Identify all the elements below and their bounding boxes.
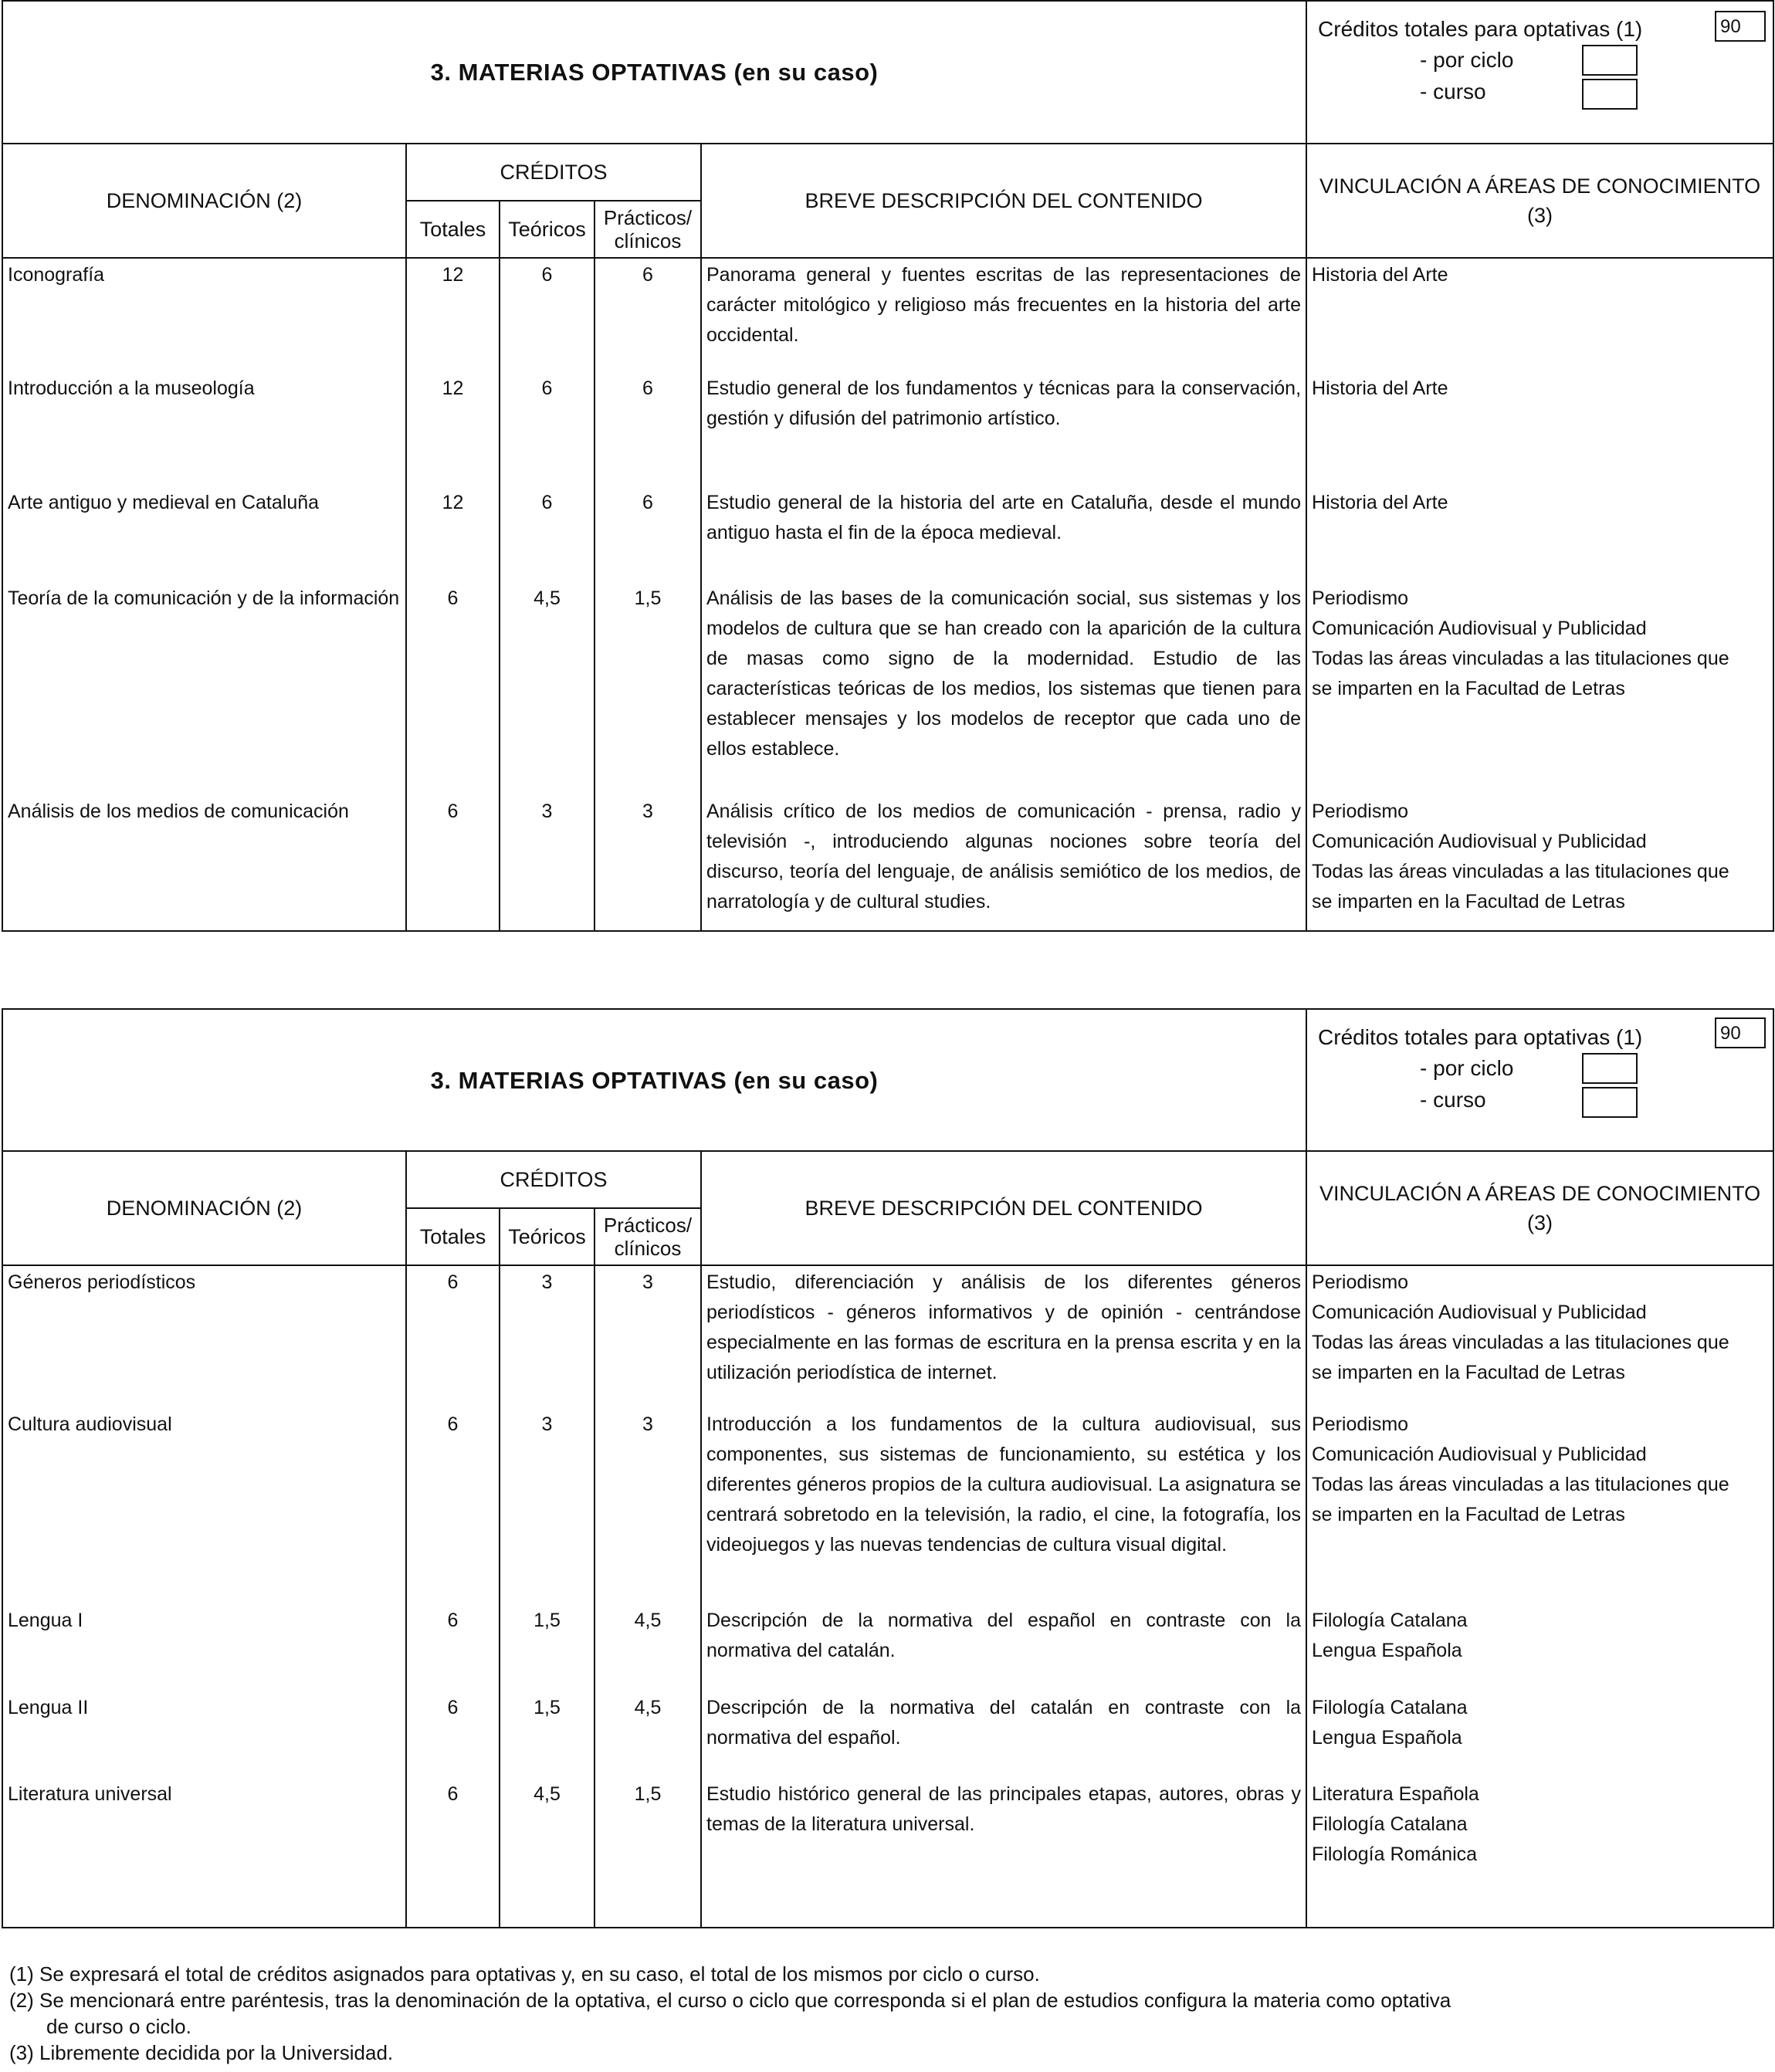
- row-areas: [1306, 1778, 1773, 1928]
- header-denominacion: DENOMINACIÓN (2): [2, 1151, 406, 1265]
- header-creditos: CRÉDITOS: [406, 1151, 701, 1208]
- row-teoricos: 4,5: [500, 582, 594, 795]
- credits-total-value: 90: [1715, 1017, 1766, 1048]
- row-name: Lengua I: [2, 1604, 406, 1691]
- row-areas: [1306, 1265, 1773, 1408]
- row-teoricos: 3: [500, 795, 594, 931]
- area-item: Filología Catalana: [1312, 1697, 1468, 1718]
- row-totales: 12: [406, 486, 500, 582]
- row-areas: [1306, 795, 1773, 931]
- footnote-1: (1) Se expresará el total de créditos asignados para optativas y, en su caso, el total de los mismos por ciclo o curso.: [9, 1962, 1040, 1986]
- area-item: se imparten en la Facultad de Letras: [1312, 891, 1625, 912]
- row-name: Cultura audiovisual: [2, 1408, 406, 1604]
- area-item: Periodismo: [1312, 801, 1409, 822]
- table-row: [2, 1778, 1773, 1928]
- table-row: [2, 258, 1773, 372]
- table-row: [2, 1604, 1773, 1691]
- per-course-label: - curso: [1420, 80, 1486, 103]
- row-totales: 6: [406, 1265, 500, 1408]
- area-item: Historia del Arte: [1312, 377, 1448, 399]
- header-descripcion: BREVE DESCRIPCIÓN DEL CONTENIDO: [701, 1151, 1306, 1265]
- area-item: Literatura Española: [1312, 1783, 1479, 1805]
- row-areas: [1306, 372, 1773, 486]
- footnote-3: (3) Libremente decidida por la Universidad.: [9, 2041, 394, 2064]
- area-item: se imparten en la Facultad de Letras: [1312, 1504, 1625, 1525]
- area-item: Todas las áreas vinculadas a las titulaciones que: [1312, 1332, 1729, 1353]
- row-description: Estudio general de los fundamentos y técnicas para la conservación, gestión y difusión del patrimonio artístico.: [701, 372, 1306, 486]
- row-practicos: 3: [594, 795, 701, 931]
- area-item: Filología Catalana: [1312, 1813, 1468, 1835]
- area-item: Filología Románica: [1312, 1843, 1478, 1865]
- row-name: Iconografía: [2, 258, 406, 372]
- row-practicos: 3: [594, 1265, 701, 1408]
- row-totales: 6: [406, 1691, 500, 1778]
- row-description: Panorama general y fuentes escritas de las representaciones de carácter mitológico y religioso más frecuentes en la historia del arte occidental.: [701, 258, 1306, 372]
- row-practicos: 4,5: [594, 1604, 701, 1691]
- row-description: Descripción de la normativa del catalán en contraste con la normativa del español.: [701, 1691, 1306, 1778]
- area-item: Todas las áreas vinculadas a las titulaciones que: [1312, 648, 1729, 669]
- row-description: Estudio histórico general de las principales etapas, autores, obras y temas de la literatura universal.: [701, 1778, 1306, 1928]
- credits-total-value: 90: [1715, 11, 1766, 42]
- row-practicos: 6: [594, 372, 701, 486]
- row-description: Estudio general de la historia del arte en Cataluña, desde el mundo antiguo hasta el fin de la época medieval.: [701, 486, 1306, 582]
- header-teoricos: Teóricos: [500, 201, 594, 258]
- table-row: [2, 1408, 1773, 1604]
- section-title: 3. MATERIAS OPTATIVAS (en su caso): [2, 1009, 1306, 1151]
- row-practicos: 1,5: [594, 1778, 701, 1928]
- credits-summary: [1306, 1009, 1773, 1151]
- header-descripcion: BREVE DESCRIPCIÓN DEL CONTENIDO: [701, 144, 1306, 258]
- row-totales: 12: [406, 258, 500, 372]
- credits-total-label: Créditos totales para optativas (1): [1318, 17, 1643, 41]
- table-row: [2, 1691, 1773, 1778]
- row-description: Análisis de las bases de la comunicación social, sus sistemas y los modelos de cultura que se han creado con la aparición de la cultura de masas como signo de la modernidad. Estudio de las características teóricas de los medios, los sistemas que tienen para establecer mensajes y los modelos de receptor que cada uno de ellos establece.: [701, 582, 1306, 795]
- row-teoricos: 3: [500, 1408, 594, 1604]
- row-teoricos: 6: [500, 258, 594, 372]
- header-practicos: Prácticos/ clínicos: [594, 1208, 701, 1265]
- row-practicos: 6: [594, 258, 701, 372]
- row-description: Análisis crítico de los medios de comunicación - prensa, radio y televisión -, introduciendo algunas nociones sobre teoría del discurso, teoría del lenguaje, de análisis semiótico de los medios, de narratología y de cultural studies.: [701, 795, 1306, 931]
- row-totales: 6: [406, 1604, 500, 1691]
- area-item: Periodismo: [1312, 1271, 1409, 1293]
- credits-summary: [1306, 1, 1773, 144]
- row-teoricos: 1,5: [500, 1691, 594, 1778]
- area-item: Lengua Española: [1312, 1640, 1462, 1661]
- footnote-2: (2) Se mencionará entre paréntesis, tras la denominación de la optativa, el curso o ciclo que corresponda si el plan de estudios configura la materia como optativa: [9, 1989, 1452, 2012]
- row-description: Estudio, diferenciación y análisis de los diferentes géneros periodísticos - géneros informativos y de opinión - centrándose especialmente en las formas de escritura en la prensa escrita y en la utilización periodística de internet.: [701, 1265, 1306, 1408]
- area-item: Comunicación Audiovisual y Publicidad: [1312, 1444, 1647, 1465]
- row-name: Introducción a la museología: [2, 372, 406, 486]
- row-areas: [1306, 1604, 1773, 1691]
- header-denominacion: DENOMINACIÓN (2): [2, 144, 406, 258]
- table-row: [2, 582, 1773, 795]
- area-item: Comunicación Audiovisual y Publicidad: [1312, 1302, 1647, 1323]
- row-totales: 6: [406, 1778, 500, 1928]
- area-item: Historia del Arte: [1312, 492, 1448, 513]
- area-item: se imparten en la Facultad de Letras: [1312, 1362, 1625, 1383]
- header-vinculacion: VINCULACIÓN A ÁREAS DE CONOCIMIENTO (3): [1306, 144, 1773, 258]
- row-practicos: 4,5: [594, 1691, 701, 1778]
- row-areas: [1306, 258, 1773, 372]
- area-item: Filología Catalana: [1312, 1610, 1468, 1631]
- row-practicos: 3: [594, 1408, 701, 1604]
- row-areas: [1306, 1408, 1773, 1604]
- row-totales: 6: [406, 1408, 500, 1604]
- row-teoricos: 4,5: [500, 1778, 594, 1928]
- area-item: Historia del Arte: [1312, 264, 1448, 286]
- header-vinculacion: VINCULACIÓN A ÁREAS DE CONOCIMIENTO (3): [1306, 1151, 1773, 1265]
- per-cycle-label: - por ciclo: [1420, 48, 1514, 72]
- per-course-label: - curso: [1420, 1088, 1486, 1112]
- area-item: Periodismo: [1312, 587, 1409, 609]
- row-name: Teoría de la comunicación y de la información: [2, 582, 406, 795]
- area-item: Todas las áreas vinculadas a las titulaciones que: [1312, 1474, 1729, 1495]
- row-totales: 6: [406, 795, 500, 931]
- row-description: Introducción a los fundamentos de la cultura audiovisual, sus componentes, sus sistemas de funcionamiento, su estética y los diferentes géneros propios de la cultura audiovisual. La asignatura se centrará sobretodo en la televisión, la radio, el cine, la fotografía, los videojuegos y las nuevas tendencias de cultura visual digital.: [701, 1408, 1306, 1604]
- area-item: Periodismo: [1312, 1413, 1409, 1435]
- row-teoricos: 6: [500, 372, 594, 486]
- header-creditos: CRÉDITOS: [406, 144, 701, 201]
- row-name: Arte antiguo y medieval en Cataluña: [2, 486, 406, 582]
- header-totales: Totales: [406, 201, 500, 258]
- per-course-box: [1582, 79, 1638, 110]
- per-course-box: [1582, 1087, 1638, 1118]
- row-name: Lengua II: [2, 1691, 406, 1778]
- row-practicos: 1,5: [594, 582, 701, 795]
- row-areas: [1306, 582, 1773, 795]
- row-totales: 12: [406, 372, 500, 486]
- row-teoricos: 3: [500, 1265, 594, 1408]
- row-totales: 6: [406, 582, 500, 795]
- row-description: Descripción de la normativa del español en contraste con la normativa del catalán.: [701, 1604, 1306, 1691]
- row-areas: [1306, 1691, 1773, 1778]
- area-item: se imparten en la Facultad de Letras: [1312, 678, 1625, 699]
- optativas-table-1: [2, 0, 1774, 932]
- row-teoricos: 6: [500, 486, 594, 582]
- row-teoricos: 1,5: [500, 1604, 594, 1691]
- area-item: Todas las áreas vinculadas a las titulaciones que: [1312, 861, 1729, 882]
- table-row: [2, 795, 1773, 931]
- area-item: Lengua Española: [1312, 1727, 1462, 1749]
- optativas-table-2: [2, 1008, 1774, 1928]
- header-practicos: Prácticos/ clínicos: [594, 201, 701, 258]
- row-name: Géneros periodísticos: [2, 1265, 406, 1408]
- per-cycle-label: - por ciclo: [1420, 1056, 1514, 1080]
- table-row: [2, 372, 1773, 486]
- per-cycle-box: [1582, 45, 1638, 76]
- area-item: Comunicación Audiovisual y Publicidad: [1312, 618, 1647, 639]
- per-cycle-box: [1582, 1053, 1638, 1084]
- header-teoricos: Teóricos: [500, 1208, 594, 1265]
- row-practicos: 6: [594, 486, 701, 582]
- row-areas: [1306, 486, 1773, 582]
- table-row: [2, 1265, 1773, 1408]
- table-row: [2, 486, 1773, 582]
- area-item: Comunicación Audiovisual y Publicidad: [1312, 831, 1647, 852]
- row-name: Literatura universal: [2, 1778, 406, 1928]
- credits-total-label: Créditos totales para optativas (1): [1318, 1025, 1643, 1049]
- footnotes: [9, 1961, 1762, 2066]
- header-totales: Totales: [406, 1208, 500, 1265]
- footnote-2-continuation: de curso o ciclo.: [46, 2015, 191, 2038]
- row-name: Análisis de los medios de comunicación: [2, 795, 406, 931]
- section-title: 3. MATERIAS OPTATIVAS (en su caso): [2, 1, 1306, 144]
